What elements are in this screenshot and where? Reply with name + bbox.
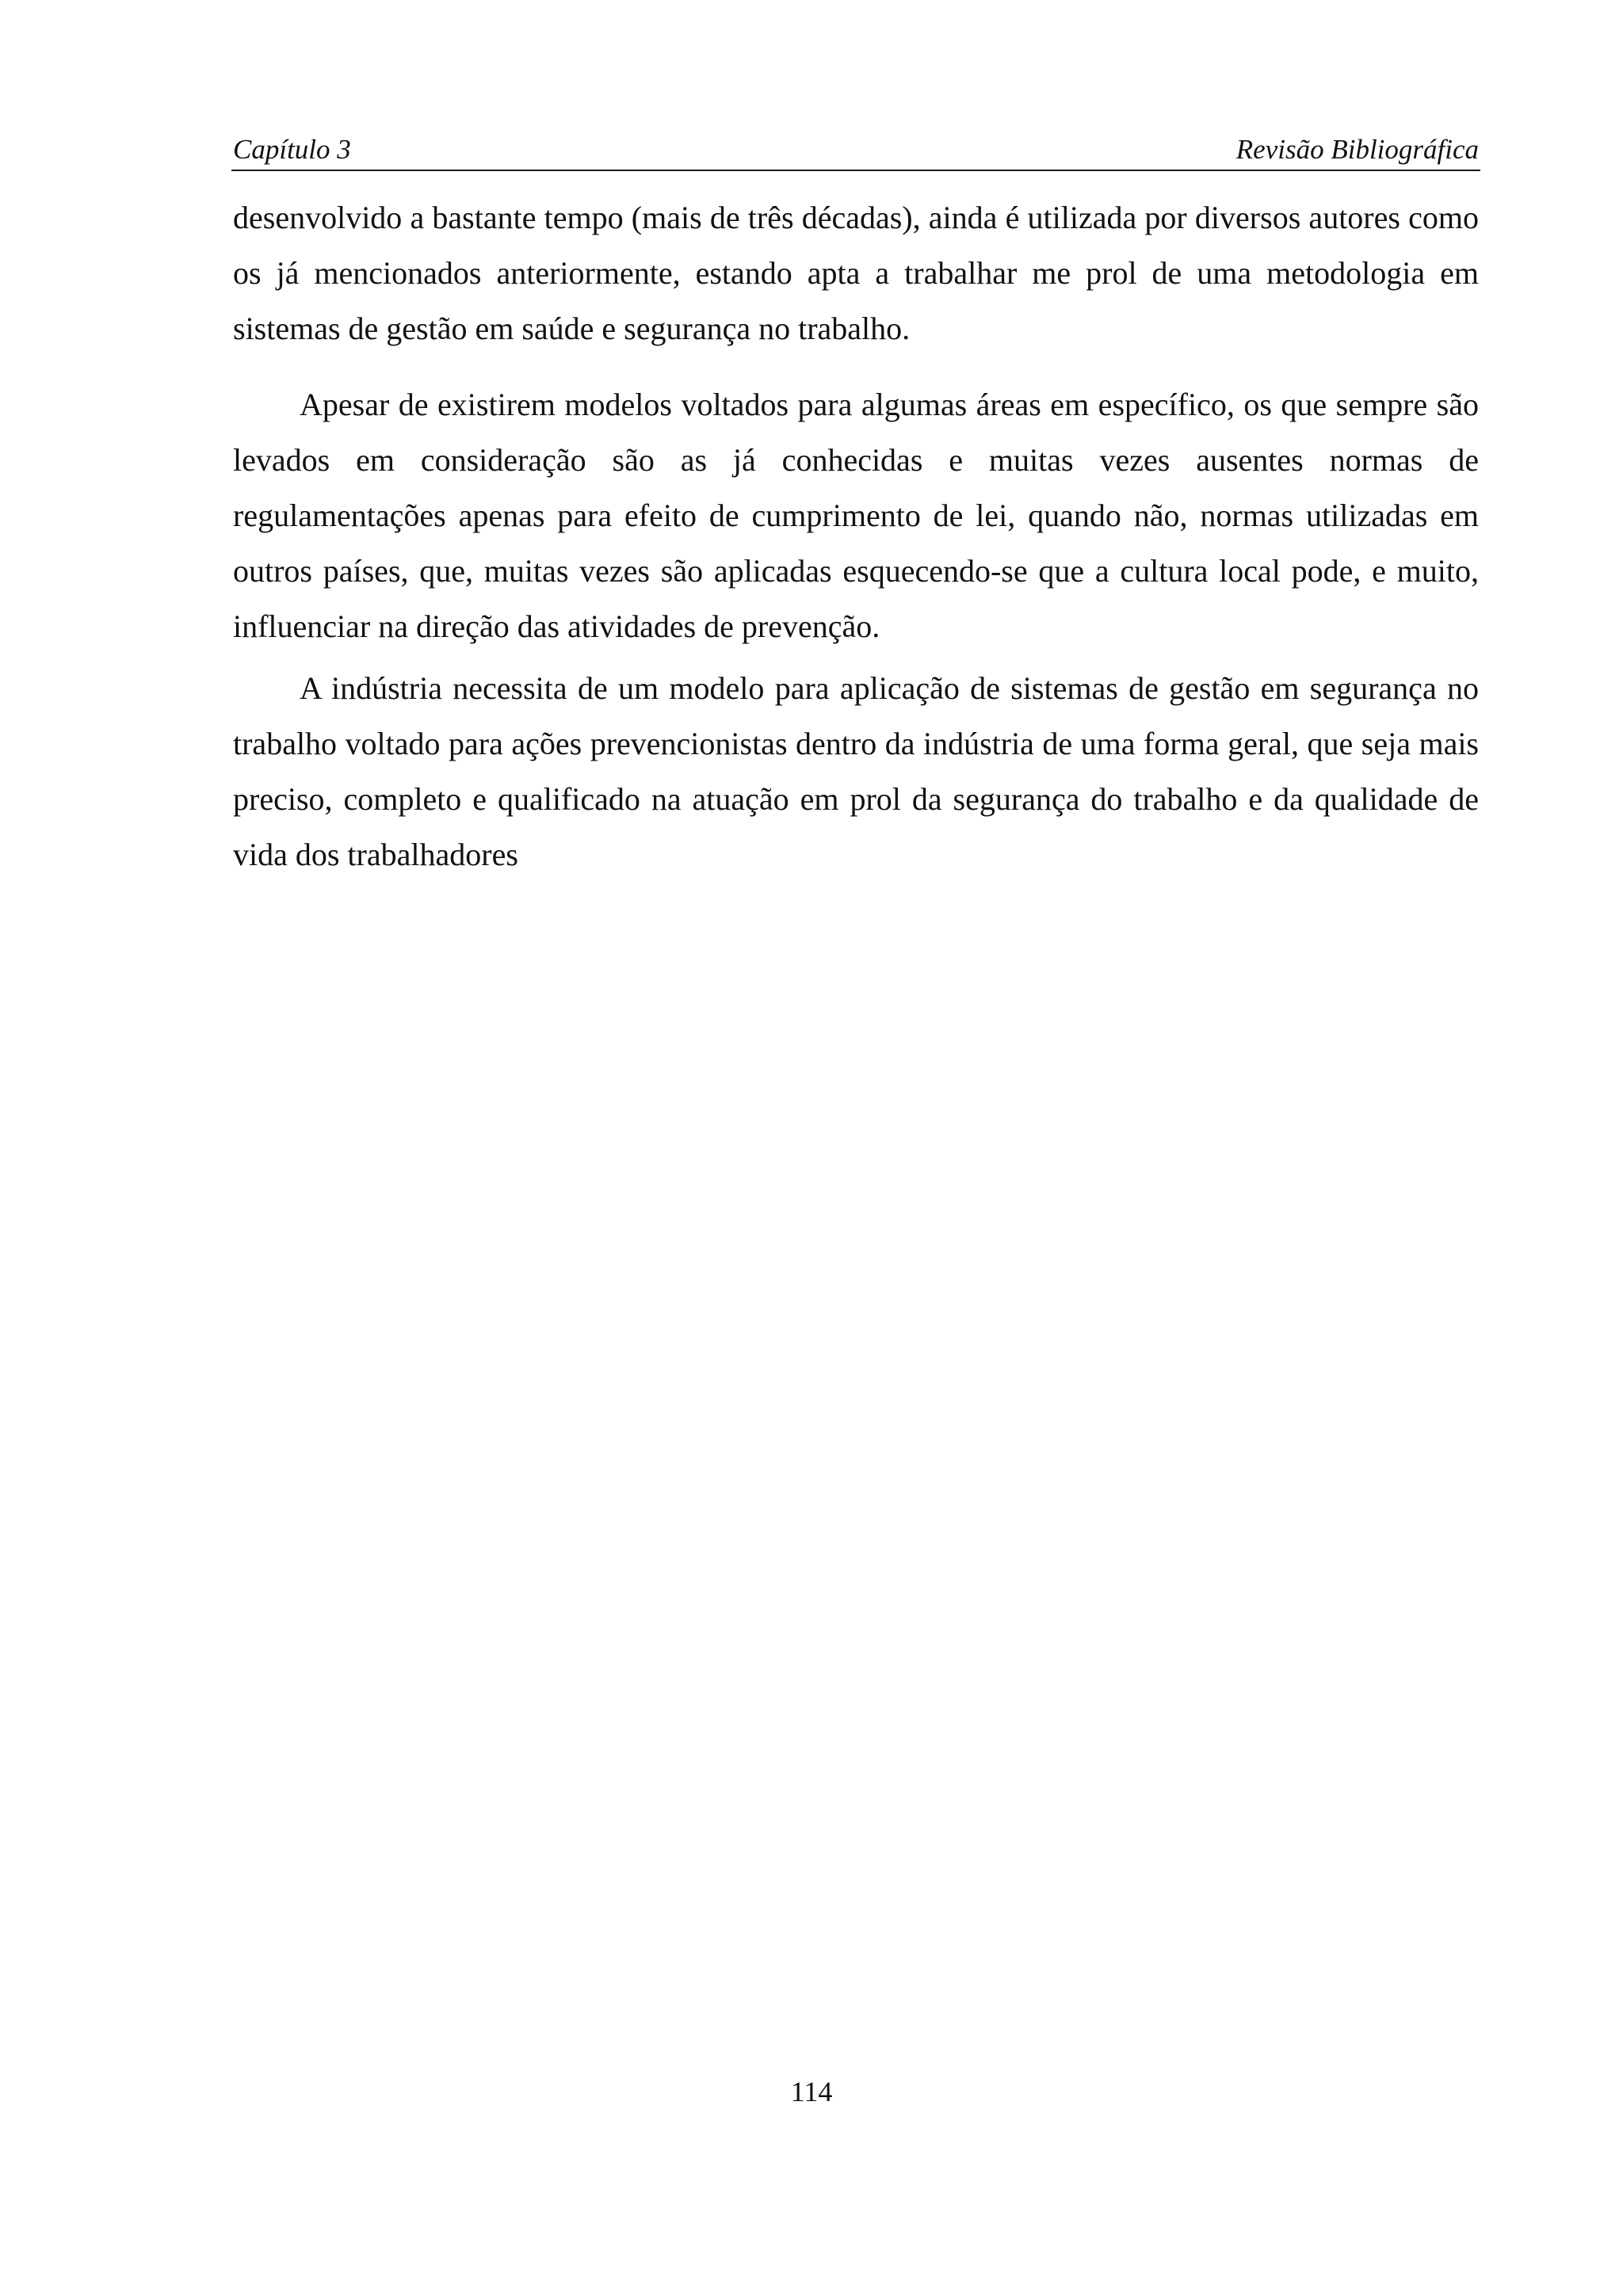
paragraph-continuation: desenvolvido a bastante tempo (mais de três décadas), ainda é utilizada por diversos autores como os já mencionados anteriormente, estando apta a trabalhar me prol de uma metodologia em sistemas de gestão em saúde e segurança no trabalho. xyxy=(233,200,1479,346)
paragraph: A indústria necessita de um modelo para aplicação de sistemas de gestão em segurança no trabalho voltado para ações prevencionistas dentro da indústria de uma forma geral, que seja mais preciso, completo e qualificado na atuação em prol da segurança do trabalho e da qualidade de vida dos trabalhadores xyxy=(233,670,1479,872)
body-text xyxy=(233,190,1479,883)
running-header xyxy=(231,130,1480,171)
paragraph: Apesar de existirem modelos voltados para algumas áreas em específico, os que sempre são levados em consideração são as já conhecidas e muitas vezes ausentes normas de regulamentações apenas para efeito de cumprimento de lei, quando não, normas utilizadas em outros países, que, muitas vezes são aplicadas esquecendo-se que a cultura local pode, e muito, influenciar na direção das atividades de prevenção. xyxy=(233,387,1479,644)
page-number: 114 xyxy=(790,2076,833,2107)
section-title: Revisão Bibliográfica xyxy=(1235,134,1479,165)
chapter-label: Capítulo 3 xyxy=(233,134,351,165)
